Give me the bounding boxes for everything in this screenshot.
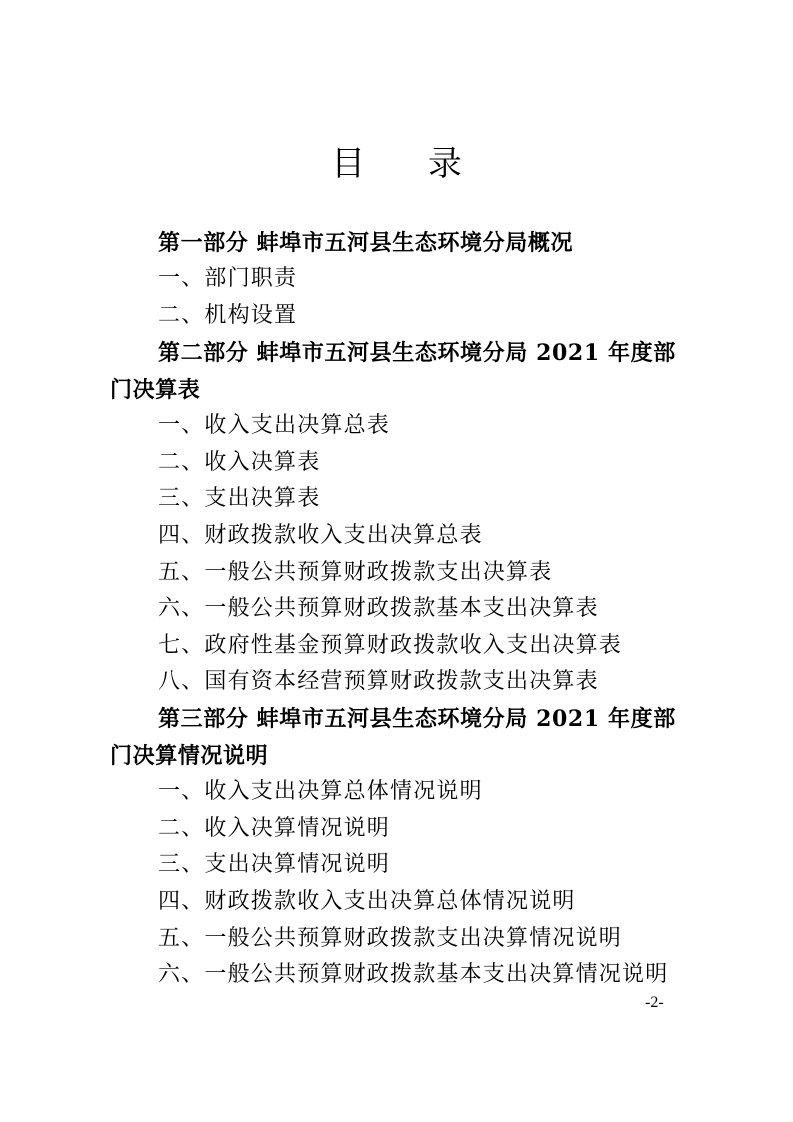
toc-part3-item-6[interactable]: 六、一般公共预算财政拨款基本支出决算情况说明	[158, 962, 669, 987]
toc-part2-heading[interactable]: 第二部分 蚌埠市五河县生态环境分局 2021 年度部	[158, 340, 676, 366]
toc-part2-item-2[interactable]: 二、收入决算表	[158, 450, 321, 475]
toc-part3-item-4[interactable]: 四、财政拨款收入支出决算总体情况说明	[158, 889, 576, 914]
toc-part1-item-1[interactable]: 一、部门职责	[158, 266, 298, 291]
toc-part2-item-6[interactable]: 六、一般公共预算财政拨款基本支出决算表	[158, 596, 599, 621]
toc-part2-item-7[interactable]: 七、政府性基金预算财政拨款收入支出决算表	[158, 633, 623, 658]
toc-part3-item-5[interactable]: 五、一般公共预算财政拨款支出决算情况说明	[158, 926, 623, 951]
page-title: 目 录	[331, 144, 488, 184]
toc-part1-item-2[interactable]: 二、机构设置	[158, 303, 298, 328]
toc-part2-item-8[interactable]: 八、国有资本经营预算财政拨款支出决算表	[158, 669, 599, 694]
toc-part2-item-5[interactable]: 五、一般公共预算财政拨款支出决算表	[158, 560, 553, 585]
toc-part2-item-1[interactable]: 一、收入支出决算总表	[158, 413, 391, 438]
toc-part3-item-2[interactable]: 二、收入决算情况说明	[158, 816, 391, 841]
toc-part3-heading-cont[interactable]: 门决算情况说明	[110, 743, 269, 769]
toc-part2-item-3[interactable]: 三、支出决算表	[158, 486, 321, 511]
toc-part2-heading-cont[interactable]: 门决算表	[110, 377, 201, 403]
toc-part3-item-1[interactable]: 一、收入支出决算总体情况说明	[158, 779, 483, 804]
toc-part2-item-4[interactable]: 四、财政拨款收入支出决算总表	[158, 523, 483, 548]
page-number: -2-	[645, 994, 664, 1011]
toc-part1-heading[interactable]: 第一部分 蚌埠市五河县生态环境分局概况	[158, 230, 574, 256]
toc-part3-item-3[interactable]: 三、支出决算情况说明	[158, 852, 391, 877]
toc-part3-heading[interactable]: 第三部分 蚌埠市五河县生态环境分局 2021 年度部	[158, 706, 676, 732]
